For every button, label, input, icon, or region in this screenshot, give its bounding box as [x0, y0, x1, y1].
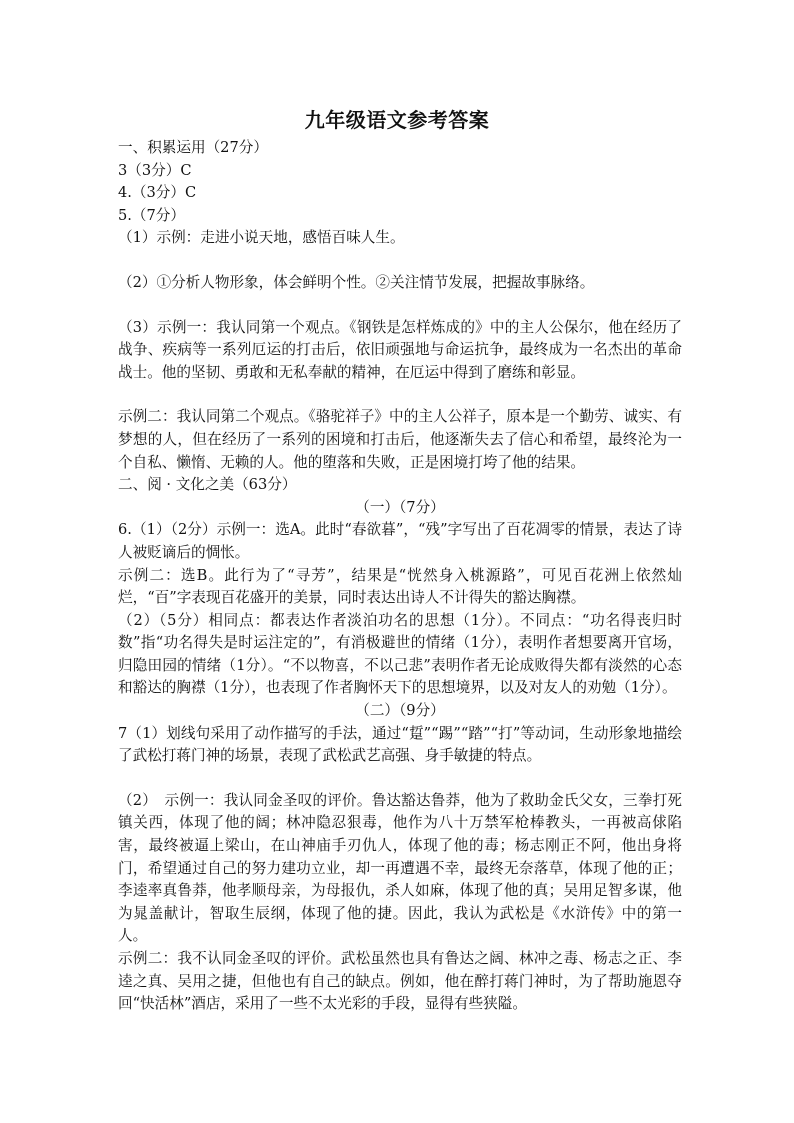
answer-q6-1-example1: 6.（1）（2分）示例一：选A。此时“春欲暮”，“残”字写出了百花凋零的情景，表达了诗人被贬谪后的惆怅。	[118, 521, 682, 561]
answer-q6-1-example2: 示例二：选B。此行为了“寻芳”，结果是“恍然身入桃源路”，可见百花洲上依然灿烂，“百”字表现百花盛开的美景，同时表达出诗人不计得失的豁达胸襟。	[118, 566, 682, 607]
answer-q5-2: （2）①分析人物形象，体会鲜明个性。②关注情节发展，把握故事脉络。	[118, 273, 595, 291]
spacer	[118, 384, 682, 406]
part-heading-2: （二）（9分）	[355, 702, 445, 720]
answer-q3: 3（3分）C	[118, 161, 192, 179]
answer-content	[118, 137, 682, 1016]
answer-q7-1: 7（1）划线句采用了动作描写的手法，通过“踅”“踢”“踏”“打”等动词，生动形象地描绘了武松打蒋门神的场景，表现了武松武艺高强、身手敏捷的特点。	[118, 724, 682, 765]
page-title: 九年级语文参考答案	[304, 108, 490, 132]
spacer	[118, 250, 682, 272]
answer-q6-2: （2）（5分）相同点：都表达作者淡泊功名的思想（1分）。不同点：“功名得丧归时数”指“功名得失是时运注定的”，有消极避世的情绪（1分），表明作者想要离开官场，归隐田园的情绪（1分）。“不以物喜，不以己悲”表明作者无论成败得失都有淡然的心态和豁达的胸襟（1分），也表现了作者胸怀天下的思想境界，以及对友人的劝勉（1分）。	[118, 611, 682, 697]
answer-q5: 5.（7分）	[118, 206, 185, 224]
answer-q5-3-example1: （3）示例一：我认同第一个观点。《钢铁是怎样炼成的》中的主人公保尔，他在经历了战争、疾病等一系列厄运的打击后，依旧顽强地与命运抗争，最终成为一名杰出的革命战士。他的坚韧、勇敢和无私奉献的精神，在厄运中得到了磨练和彰显。	[118, 318, 682, 381]
answer-q4: 4.（3分）C	[118, 184, 197, 202]
section-heading-accumulation: 一、积累运用（27分）	[118, 139, 268, 156]
spacer	[118, 768, 682, 790]
answer-q5-1: （1）示例：走进小说天地，感悟百味人生。	[118, 229, 405, 247]
answer-q7-2-example1: （2） 示例一：我认同金圣叹的评价。鲁达豁达鲁莽，他为了救助金氏父女，三拳打死镇关西，体现了他的阔；林冲隐忍狠毒，他作为八十万禁军枪棒教头，一再被高俅陷害，最终被逼上梁山，在山神庙手刃仇人，体现了他的毒；杨志刚正不阿，他出身将门，希望通过自己的努力建功立业，却一再遭遇不幸，最终无奈落草，体现了他的正；李逵率真鲁莽，他孝顺母亲，为母报仇，杀人如麻，体现了他的真；吴用足智多谋，他为晁盖献计，智取生辰纲，体现了他的捷。因此，我认为武松是《水浒传》中的第一人。	[118, 791, 682, 945]
section-heading-reading: 二、阅 · 文化之美（63分）	[118, 476, 297, 494]
answer-q5-3-example2: 示例二：我认同第二个观点。《骆驼祥子》中的主人公祥子，原本是一个勤劳、诚实、有梦想的人，但在经历了一系列的困境和打击后，他逐渐失去了信心和希望，最终沦为一个自私、懒惰、无赖的人。他的堕落和失败，正是困境打垮了他的结果。	[118, 408, 682, 471]
part-heading-1: （一）（7分）	[355, 498, 445, 516]
answer-q7-2-example2: 示例二：我不认同金圣叹的评价。武松虽然也具有鲁达之阔、林冲之毒、杨志之正、李逵之真、吴用之捷，但他也有自己的缺点。例如，他在醉打蒋门神时，为了帮助施恩夺回“快活林”酒店，采用了一些不太光彩的手段，显得有些狭隘。	[118, 950, 682, 1013]
spacer	[118, 295, 682, 317]
